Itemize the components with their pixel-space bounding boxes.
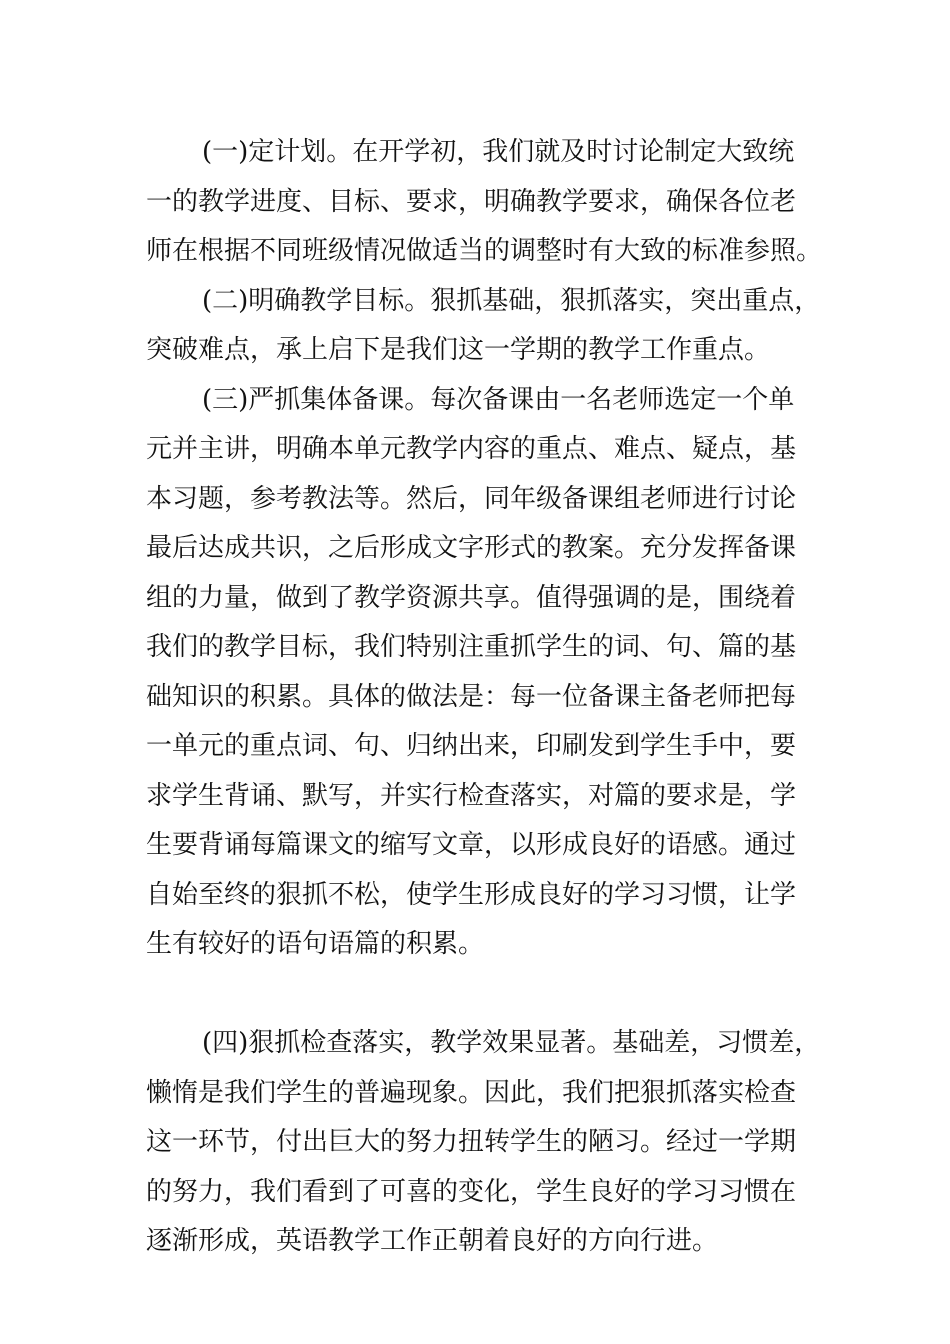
paragraph-line: 生要背诵每篇课文的缩写文章，以形成良好的语感。通过 [146, 830, 797, 860]
paragraph-line: 元并主讲，明确本单元教学内容的重点、难点、疑点，基 [146, 434, 797, 464]
paragraph-line: 这一环节，付出巨大的努力扭转学生的陋习。经过一学期 [146, 1127, 797, 1157]
paragraph-line: 师在根据不同班级情况做适当的调整时有大致的标准参照。 [146, 236, 823, 266]
paragraph-line: 生有较好的语句语篇的积累。 [146, 929, 485, 959]
paragraph-plan [146, 128, 823, 277]
paragraph-line: 懒惰是我们学生的普遍现象。因此，我们把狠抓落实检查 [146, 1077, 797, 1108]
paragraph-line: 逐渐形成，英语教学工作正朝着良好的方向行进。 [146, 1226, 719, 1256]
paragraph-line: 组的力量，做到了教学资源共享。值得强调的是，围绕着 [146, 582, 797, 613]
paragraph-line: 自始至终的狠抓不松，使学生形成良好的学习习惯，让学 [146, 879, 797, 910]
paragraph-line: 最后达成共识，之后形成文字形式的教案。充分发挥备课 [146, 533, 797, 563]
paragraph-line: 突破难点，承上启下是我们这一学期的教学工作重点。 [146, 335, 771, 365]
paragraph-line: (三)严抓集体备课。每次备课由一名老师选定一个单 [202, 384, 795, 415]
paragraph-checking [146, 1019, 821, 1267]
paragraph-lesson-prep [146, 376, 816, 1020]
body-text [146, 128, 823, 1267]
paragraph-line [146, 970, 816, 1020]
paragraph-line: 我们的教学目标，我们特别注重抓学生的词、句、篇的基 [146, 632, 797, 662]
paragraph-goals [146, 277, 821, 376]
paragraph-line: 一的教学进度、目标、要求，明确教学要求，确保各位老 [146, 186, 797, 217]
paragraph-line: 的努力，我们看到了可喜的变化，学生良好的学习习惯在 [146, 1176, 797, 1207]
paragraph-line: 求学生背诵、默写，并实行检查落实，对篇的要求是，学 [146, 780, 797, 811]
paragraph-line: 础知识的积累。具体的做法是：每一位备课主备老师把每 [146, 681, 797, 712]
paragraph-line: (二)明确教学目标。狠抓基础，狠抓落实，突出重点， [202, 285, 821, 316]
paragraph-line: (四)狠抓检查落实，教学效果显著。基础差，习惯差， [202, 1028, 821, 1058]
paragraph-line: 本习题，参考教法等。然后，同年级备课组老师进行讨论 [146, 483, 797, 514]
paragraph-line: (一)定计划。在开学初，我们就及时讨论制定大致统 [202, 137, 795, 167]
paragraph-line: 一单元的重点词、句、归纳出来，印刷发到学生手中，要 [146, 731, 797, 761]
